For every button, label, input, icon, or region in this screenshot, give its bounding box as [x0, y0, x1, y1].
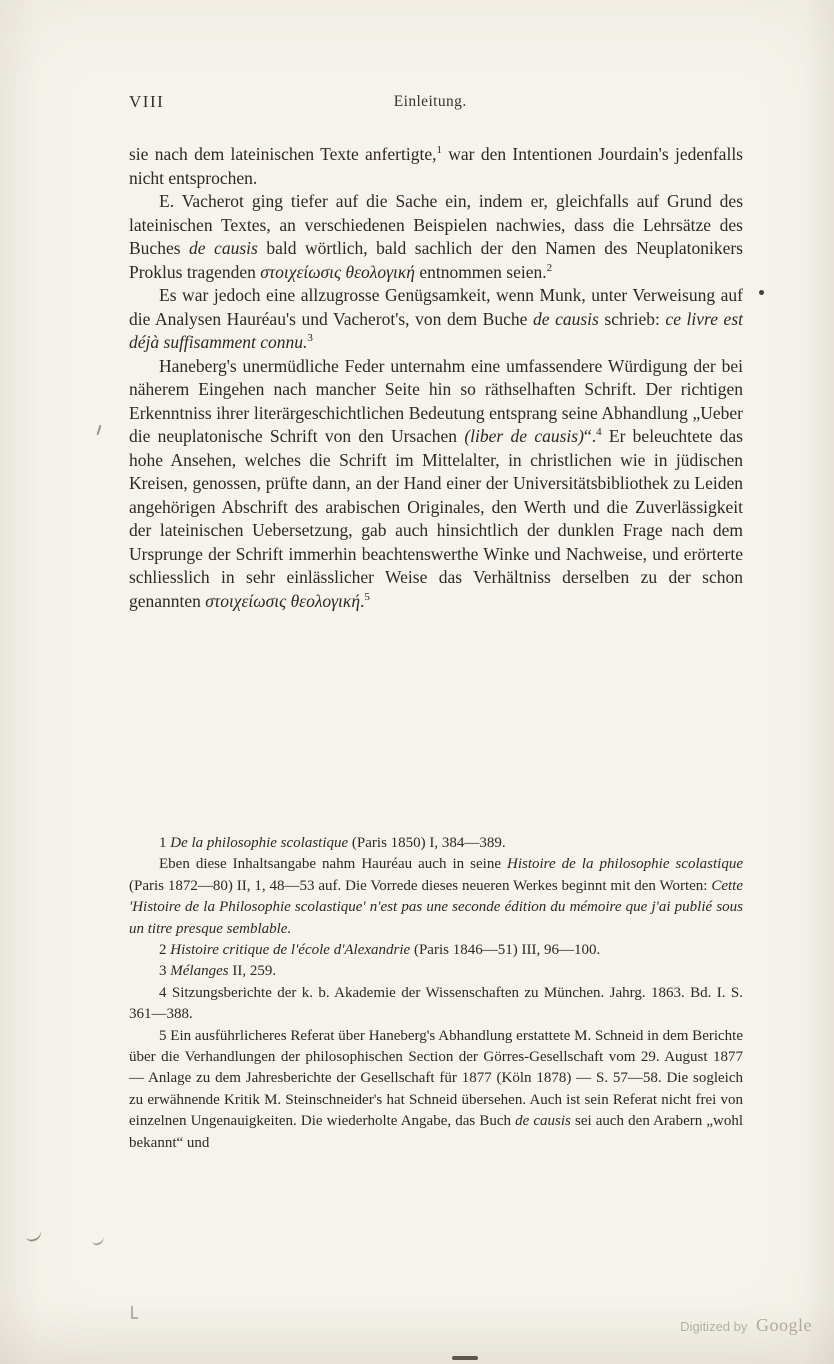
- text-run: 3: [159, 963, 171, 980]
- text-run: war den Intentionen Jourdain's jedenfalls nicht entsprochen.: [129, 144, 743, 188]
- body-paragraph: [129, 284, 743, 355]
- text-run: (Paris 1850) I, 384—389.: [348, 835, 506, 851]
- footnote-paragraph: [129, 854, 743, 940]
- google-watermark: [680, 1315, 812, 1336]
- pencil-mark: [131, 1306, 138, 1319]
- footnote-ref: 1: [436, 144, 442, 157]
- italic-text-run: De la philosophie scolastique: [170, 835, 349, 851]
- italic-text-run: de causis: [189, 238, 258, 258]
- italic-text-run: Histoire de la philosophie scolastique: [507, 856, 743, 873]
- footnote-ref: 3: [307, 332, 313, 345]
- margin-tick-mark: [97, 425, 102, 435]
- text-run: Er beleuchtete das hohe Ansehen, welches die Schrift im Mittelalter, in christlichen wie in jüdischen Kreisen, genossen, prüfte dann, an der Hand einer der Universitätsbibliothek zu Leiden angehörigen Abschrift des arabischen Originales, den Werth und die Zuverlässigkeit der lateinischen Uebersetzung, gab auch hinsichtlich der dunklen Frage nach dem Ursprunge der Schrift immerhin beachtenswerthe Winke und Nachweise, und erörterte schliesslich in sehr einlässlicher Weise das Verhältniss derselben zu der schon genannten: [129, 426, 743, 611]
- italic-text-run: (liber de causis): [464, 426, 584, 446]
- footnote-paragraph: [129, 833, 743, 854]
- text-run: (Paris 1872—80) II, 1, 48—53 auf. Die Vorrede dieses neueren Werkes beginnt mit den Worten:: [129, 877, 712, 894]
- text-run: sie nach dem lateinischen Texte anfertigte,: [129, 144, 437, 164]
- italic-text-run: στοιχείωσις θεολογική: [205, 590, 360, 611]
- text-run: II, 259.: [228, 963, 277, 980]
- text-run: E. Vacherot ging tiefer auf die Sache ein, indem er, gleichfalls auf Grund des lateinischen Textes, an verschiedenen Beispielen nachwies, dass die Lehrsätze des Buches: [129, 191, 743, 258]
- italic-text-run: de causis: [515, 1113, 571, 1130]
- italic-text-run: de causis: [532, 308, 599, 329]
- footnote-paragraph: [129, 961, 743, 982]
- text-run: schrieb:: [598, 308, 666, 329]
- body-paragraph: [129, 190, 743, 284]
- body-paragraph: [129, 355, 743, 614]
- footnote-paragraph: [129, 940, 743, 961]
- running-head: Einleitung.: [393, 93, 467, 110]
- text-run: Haneberg's unermüdliche Feder unternahm eine umfassendere Würdigung der bei näherem Eingehen nach mancher Seite hin so räthselhaften Schrift. Der richtigen Erkenntniss ihrer literärgeschichtlichen Bedeutung entsprang seine Abhandlung „Ueber die neuplatonische Schrift von den Ursachen: [129, 355, 743, 446]
- body-text: [129, 143, 743, 613]
- text-run: 5 Ein ausführlicheres Referat über Haneberg's Abhandlung erstattete M. Schneid in dem Berichte über die Verhandlungen der philosophischen Section der Görres-Gesellschaft vom 29. August 1877 — Anlage zu dem Jahresberichte der Gesellschaft für 1877 (Köln 1878) — S. 57—58. Die sogleich zu erwähnende Kritik M. Steinschneider's hat Schneid übersehen. Auch ist sein Referat nicht frei von einzelnen Ungenauigkeiten. Die wiederholte Angabe, das Buch: [129, 1027, 743, 1130]
- margin-dot-mark: [759, 290, 764, 295]
- watermark-brand: Google: [756, 1315, 812, 1335]
- text-run: “.: [583, 426, 597, 446]
- body-paragraph: [129, 143, 743, 190]
- text-run: entnommen seien.: [414, 261, 547, 282]
- text-run: 1: [159, 835, 171, 851]
- italic-text-run: ce livre est déjà suffisamment connu.: [129, 308, 743, 352]
- footnotes-block: [129, 833, 743, 1154]
- text-run: 2: [159, 942, 171, 959]
- pencil-mark: [91, 1235, 105, 1247]
- pencil-mark: [25, 1230, 43, 1243]
- text-run: (Paris 1846—51) III, 96—100.: [410, 942, 601, 959]
- text-run: .: [360, 590, 365, 611]
- italic-text-run: στοιχείωσις θεολογική: [260, 261, 415, 282]
- text-run: bald wörtlich, bald sachlich der den Namen des Neuplatonikers Proklus tragenden: [129, 238, 743, 282]
- footnote-ref: 5: [364, 590, 370, 603]
- text-run: 4 Sitzungsberichte der k. b. Akademie der Wissenschaften zu München. Jahrg. 1863. Bd. I. S. 361—388.: [129, 984, 743, 1023]
- text-run: Eben diese Inhaltsangabe nahm Hauréau auch in seine: [159, 856, 507, 873]
- footnote-ref: 2: [546, 261, 553, 274]
- text-run: Es war jedoch eine allzugrosse Genügsamkeit, wenn Munk, unter Verweisung auf die Analysen Hauréau's und Vacherot's, von dem Buche: [129, 285, 743, 329]
- italic-text-run: Histoire critique de l'école d'Alexandrie: [170, 942, 411, 959]
- text-run: sei auch den Arabern „wohl bekannt“ und: [129, 1113, 743, 1151]
- footnote-paragraph: [129, 983, 743, 1026]
- page-number: VIII: [129, 92, 165, 111]
- watermark-prefix: Digitized by: [680, 1319, 748, 1334]
- italic-text-run: Mélanges: [170, 963, 229, 980]
- footnote-ref: 4: [596, 426, 602, 439]
- scan-edge-smudge: [452, 1356, 478, 1360]
- italic-text-run: Cette 'Histoire de la Philosophie scolastique' n'est pas une seconde édition du mémoire que j'ai publié sous un titre presque semblable.: [129, 877, 743, 937]
- page-header: [129, 92, 743, 116]
- footnote-paragraph: [129, 1026, 743, 1154]
